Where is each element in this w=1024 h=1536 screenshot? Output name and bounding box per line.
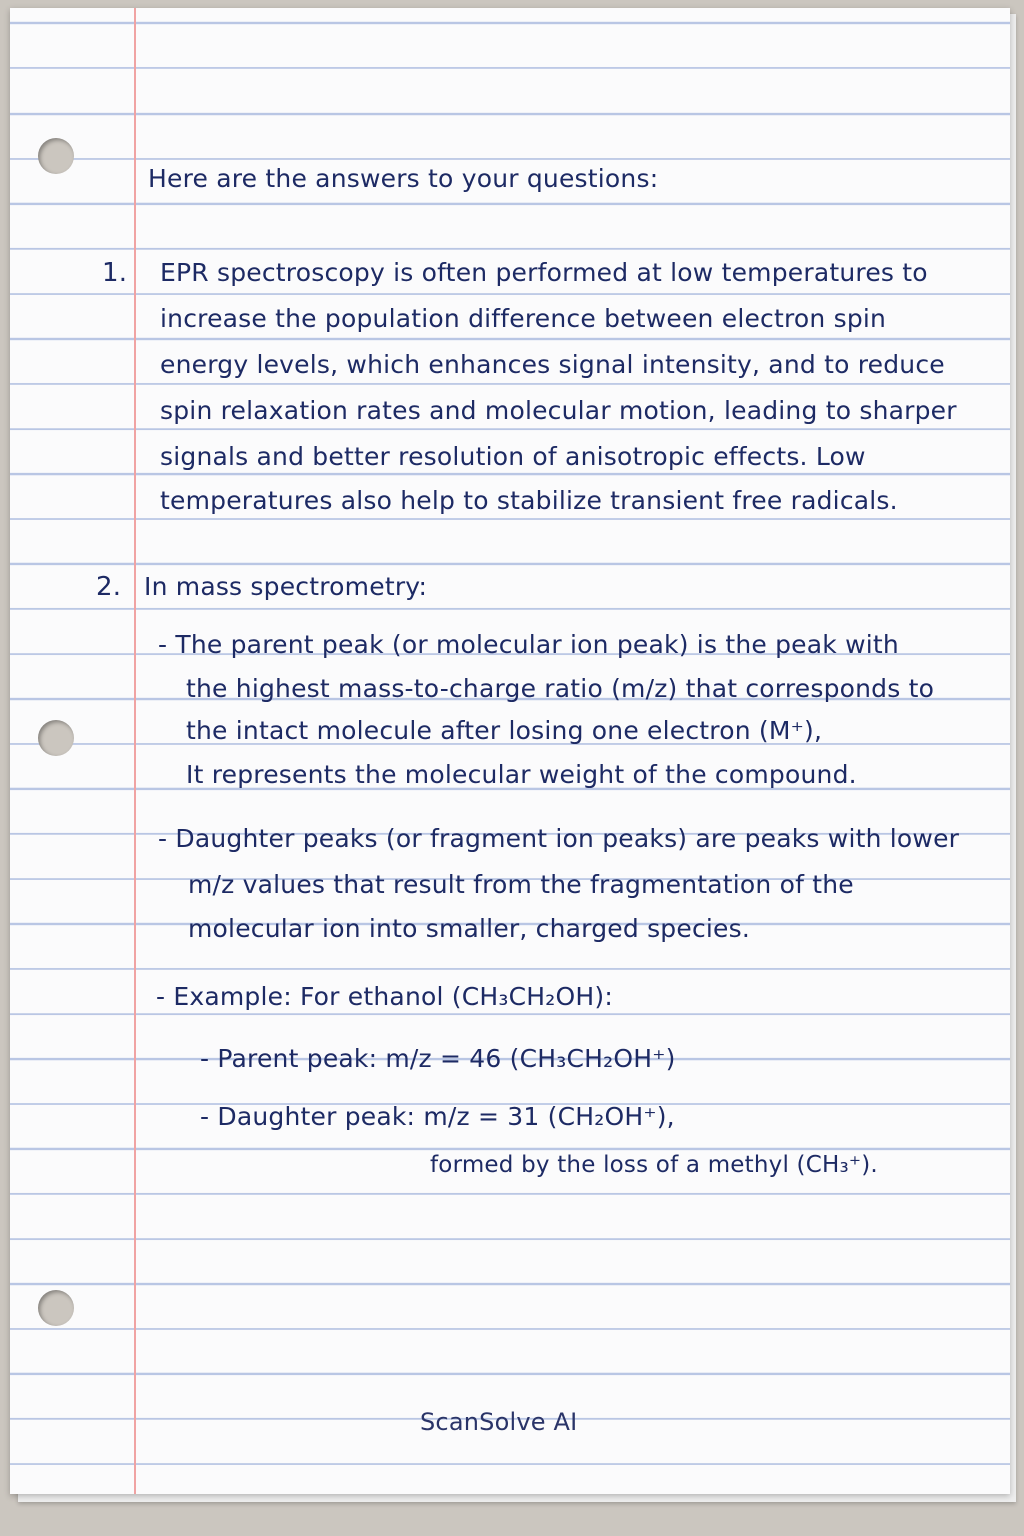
parent-peak-line: the intact molecule after losing one electron (M⁺),: [186, 716, 823, 745]
q1-line: signals and better resolution of anisotropic effects. Low: [160, 442, 866, 471]
q1-line: energy levels, which enhances signal intensity, and to reduce: [160, 350, 945, 379]
daughter-peak-example: - Daughter peak: m/z = 31 (CH₂OH⁺),: [200, 1102, 675, 1131]
parent-peak-line: It represents the molecular weight of the compound.: [186, 760, 857, 789]
parent-peak-line: the highest mass-to-charge ratio (m/z) that corresponds to: [186, 674, 935, 703]
q1-line: temperatures also help to stabilize transient free radicals.: [160, 486, 898, 515]
punch-hole-bottom: [38, 1290, 74, 1326]
example-line: - Example: For ethanol (CH₃CH₂OH):: [156, 982, 613, 1011]
q1-line: spin relaxation rates and molecular motion, leading to sharper: [160, 396, 957, 425]
methyl-loss-note: formed by the loss of a methyl (CH₃⁺).: [430, 1152, 878, 1178]
margin-line: [134, 8, 136, 1494]
q1-line: EPR spectroscopy is often performed at low temperatures to: [160, 258, 928, 287]
q1-line: increase the population difference between electron spin: [160, 304, 887, 333]
notebook-page: [10, 8, 1010, 1494]
daughter-peak-line: - Daughter peaks (or fragment ion peaks) are peaks with lower: [158, 824, 960, 853]
q2-number: 2.: [96, 572, 122, 602]
parent-peak-line: - The parent peak (or molecular ion peak) is the peak with: [158, 630, 899, 659]
footer-brand: ScanSolve AI: [420, 1408, 578, 1436]
q2-heading: In mass spectrometry:: [144, 572, 428, 601]
punch-hole-top: [38, 138, 74, 174]
daughter-peak-line: m/z values that result from the fragmentation of the: [188, 870, 854, 899]
punch-hole-middle: [38, 720, 74, 756]
intro-text: Here are the answers to your questions:: [148, 164, 659, 193]
q1-number: 1.: [102, 258, 128, 288]
daughter-peak-line: molecular ion into smaller, charged species.: [188, 914, 750, 943]
parent-peak-example: - Parent peak: m/z = 46 (CH₃CH₂OH⁺): [200, 1044, 676, 1073]
